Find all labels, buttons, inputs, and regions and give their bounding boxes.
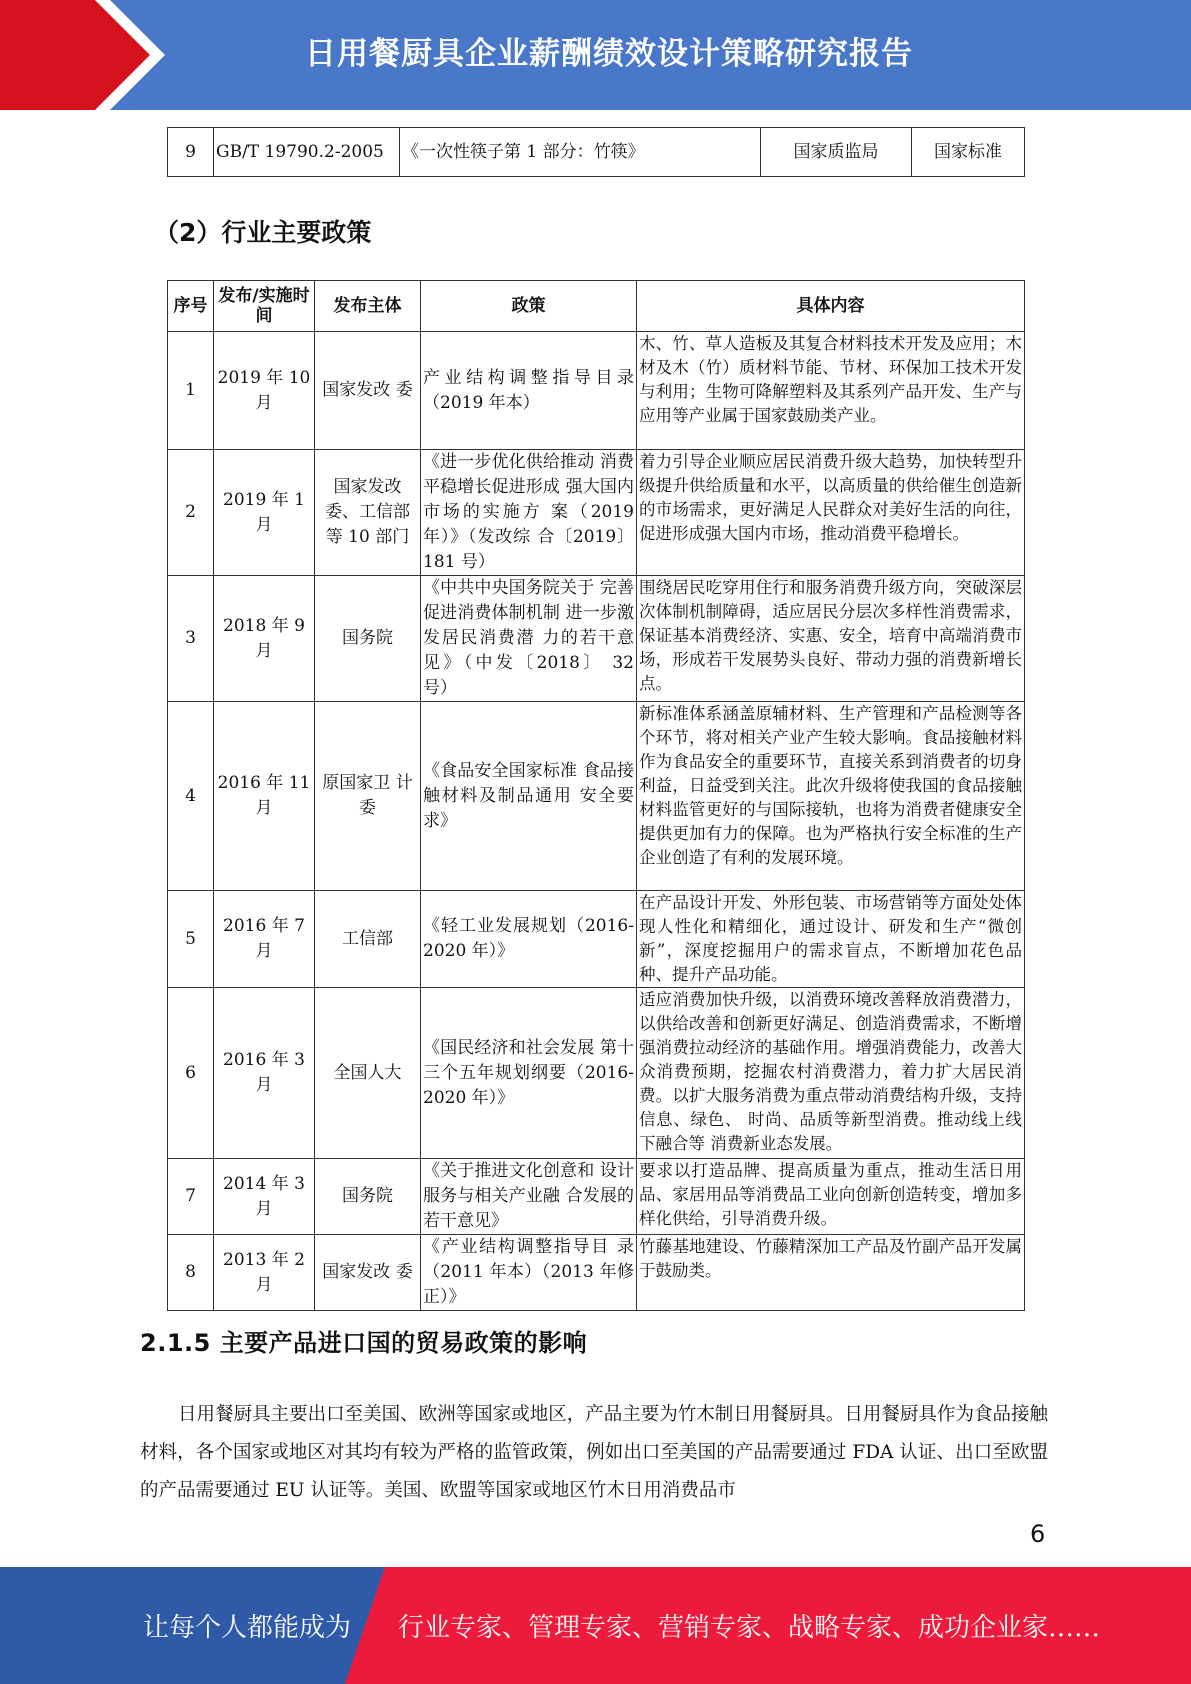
standard-name: 《一次性筷子第 1 部分：竹筷》 <box>400 128 761 177</box>
row-policy: 《食品安全国家标准 食品接触材料及制品通用 安全要求》 <box>421 702 637 891</box>
row-policy: 《关于推进文化创意和 设计服务与相关产业融 合发展的若干意见》 <box>421 1159 637 1235</box>
table-row <box>168 702 1025 891</box>
row-no: 3 <box>168 576 214 702</box>
row-content: 围绕居民吃穿用住行和服务消费升级方向，突破深层次体制机制障碍，适应居民分层次多样性消费需求，保证基本消费经济、实惠、安全，培育中高端消费市场，形成若干发展势头良好、带动力强的消费新增长点。 <box>637 576 1025 702</box>
row-no: 6 <box>168 988 214 1159</box>
row-policy: 《轻工业发展规划（2016-2020 年）》 <box>421 891 637 988</box>
column-header-issuer: 发布主体 <box>315 281 421 332</box>
table-row <box>168 891 1025 988</box>
footer-slogan-left: 让每个人都能成为 <box>143 1613 352 1643</box>
row-policy: 《进一步优化供给推动 消费平稳增长促进形成 强大国内市场的实施方 案（2019 年）》（发改综 合〔2019〕 181 号） <box>421 450 637 576</box>
row-content: 木、竹、草人造板及其复合材料技术开发及应用；木材及木（竹）质材料节能、节材、环保加工技术开发与利用；生物可降解塑料及其系列产品开发、生产与应用等产业属于国家鼓励类产业。 <box>637 332 1025 450</box>
row-issuer: 全国人大 <box>315 988 421 1159</box>
row-issuer: 工信部 <box>315 891 421 988</box>
table-header-row <box>168 281 1025 332</box>
row-issuer: 国务院 <box>315 1159 421 1235</box>
header-title: 日用餐厨具企业薪酬绩效设计策略研究报告 <box>305 36 913 72</box>
row-content: 竹藤基地建设、竹藤精深加工产品及竹副产品开发属于鼓励类。 <box>637 1235 1025 1311</box>
row-date: 2019 年 10 月 <box>214 332 315 450</box>
row-no: 1 <box>168 332 214 450</box>
standard-code: GB/T 19790.2-2005 <box>214 128 400 177</box>
row-no: 7 <box>168 1159 214 1235</box>
footer-slogan-right: 行业专家、管理专家、营销专家、战略专家、成功企业家…… <box>398 1613 1101 1643</box>
row-policy: 《国民经济和社会发展 第十三个五年规划纲要（2016-2020 年）》 <box>421 988 637 1159</box>
row-policy: 《产业结构调整指导目 录（2011 年本）（2013 年修正）》 <box>421 1235 637 1311</box>
row-policy: 产业结构调整指导目录（2019 年本） <box>421 332 637 450</box>
row-issuer: 国家发改 委 <box>315 332 421 450</box>
page-footer <box>0 1567 1191 1684</box>
standard-no: 9 <box>168 128 214 177</box>
row-issuer: 国家发改 委 <box>315 1235 421 1311</box>
table-row <box>168 988 1025 1159</box>
row-content: 着力引导企业顺应居民消费升级大趋势，加快转型升级提升供给质量和水平，以高质量的供给催生创造新的市场需求，更好满足人民群众对美好生活的向往，促进形成强大国内市场，推动消费平稳增长。 <box>637 450 1025 576</box>
page-number: 6 <box>1030 1520 1046 1548</box>
row-content: 适应消费加快升级，以消费环境改善释放消费潜力，以供给改善和创新更好满足、创造消费需求，不断增强消费拉动经济的基础作用。增强消费能力，改善大众消费预期，挖掘农村消费潜力，着力扩大居民消费。以扩大服务消费为重点带动消费结构升级，支持信息、绿色、 时尚、品质等新型消费。推动线上线下融合等 消费新业态发展。 <box>637 988 1025 1159</box>
table-row <box>168 450 1025 576</box>
column-header-content: 具体内容 <box>637 281 1025 332</box>
body-paragraph: 日用餐厨具主要出口至美国、欧洲等国家或地区，产品主要为竹木制日用餐厨具。日用餐厨具作为食品接触材料，各个国家或地区对其均有较为严格的监管政策，例如出口至美国的产品需要通过 FDA 认证、出口至欧盟的产品需要通过 EU 认证等。美国、欧盟等国家或地区竹木日用消费品市 <box>140 1404 1048 1501</box>
row-issuer: 国务院 <box>315 576 421 702</box>
row-policy: 《中共中央国务院关于 完善促进消费体制机制 进一步激发居民消费潜 力的若干意见》（中发〔2018〕 32 号） <box>421 576 637 702</box>
row-date: 2013 年 2 月 <box>214 1235 315 1311</box>
row-content: 新标准体系涵盖原辅材料、生产管理和产品检测等各个环节，将对相关产业产生较大影响。食品接触材料作为食品安全的重要环节，直接关系到消费者的切身利益，日益受到关注。此次升级将使我国的食品接触材料监管更好的与国际接轨，也将为消费者健康安全提供更加有力的保障。也为严格执行安全标准的生产企业创造了有利的发展环境。 <box>637 702 1025 891</box>
row-issuer: 国家发改委、工信部等 10 部门 <box>315 450 421 576</box>
row-date: 2014 年 3 月 <box>214 1159 315 1235</box>
row-no: 2 <box>168 450 214 576</box>
row-date: 2016 年 11 月 <box>214 702 315 891</box>
column-header-date: 发布/实施时间 <box>214 281 315 332</box>
page-header <box>0 0 1191 110</box>
table-row <box>168 1235 1025 1311</box>
row-no: 8 <box>168 1235 214 1311</box>
row-content: 在产品设计开发、外形包装、市场营销等方面处处体现人性化和精细化，通过设计、研发和生产“微创新”，深度挖掘用户的需求盲点，不断增加花色品种、提升产品功能。 <box>637 891 1025 988</box>
row-no: 4 <box>168 702 214 891</box>
column-header-policy: 政策 <box>421 281 637 332</box>
section-title: （2）行业主要政策 <box>154 218 372 247</box>
row-date: 2019 年 1 月 <box>214 450 315 576</box>
row-date: 2016 年 7 月 <box>214 891 315 988</box>
row-content: 要求以打造品牌、提高质量为重点，推动生活日用品、家居用品等消费品工业向创新创造转变，增加多样化供给，引导消费升级。 <box>637 1159 1025 1235</box>
table-row <box>168 576 1025 702</box>
row-issuer: 原国家卫 计委 <box>315 702 421 891</box>
row-date: 2016 年 3 月 <box>214 988 315 1159</box>
standard-issuer: 国家质监局 <box>761 128 912 177</box>
row-no: 5 <box>168 891 214 988</box>
row-date: 2018 年 9 月 <box>214 576 315 702</box>
column-header-no: 序号 <box>168 281 214 332</box>
standard-type: 国家标准 <box>912 128 1025 177</box>
table-row <box>168 1159 1025 1235</box>
table-row <box>168 128 1025 177</box>
subsection-heading: 2.1.5 主要产品进口国的贸易政策的影响 <box>140 1329 588 1357</box>
policy-table <box>167 280 1025 1311</box>
standards-table-continued <box>167 127 1025 177</box>
table-row <box>168 332 1025 450</box>
